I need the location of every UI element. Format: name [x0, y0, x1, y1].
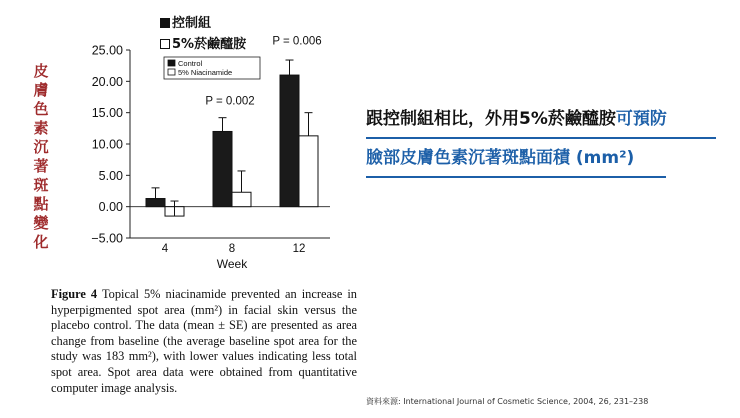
vertical-label-char: 斑: [33, 176, 49, 194]
bar-control: [280, 75, 299, 207]
headline-line2: 臉部皮膚色素沉著斑點面積 (mm²): [366, 143, 666, 178]
vertical-label-char: 素: [33, 119, 49, 137]
vertical-label-char: 色: [33, 100, 49, 118]
p-value-annotation: P = 0.006: [272, 35, 322, 48]
bar-control: [213, 131, 232, 206]
source-citation: 資料來源: International Journal of Cosmetic Science, 2004, 26, 231–238: [366, 397, 649, 406]
top-legend-control-label: 控制組: [172, 16, 212, 31]
headline-line1-a: 跟控制組相比，外用5%菸鹼醯胺: [366, 109, 616, 129]
x-tick-label: 8: [228, 243, 236, 255]
y-tick-label: −5.00: [91, 231, 123, 246]
bar-niacinamide: [299, 136, 318, 207]
headline: [366, 104, 726, 178]
headline-line1: [366, 104, 716, 139]
caption-text: Topical 5% niacinamide prevented an increase in hyperpigmented spot area (mm²) in facial skin versus the placebo control. The data (mean ± SE) are presented as area change from baseline (the average baseline spot area for the study was 183 mm²), with lower values indicating less total spot area. Spot area data were obtained from quantitative computer image analysis.: [51, 287, 357, 395]
inner-legend-swatch: [168, 60, 175, 66]
vertical-label-char: 點: [33, 195, 49, 213]
inner-legend-label: 5% Niacinamide: [178, 68, 233, 77]
top-legend-treatment-label: 5%菸鹼醯胺: [172, 37, 247, 52]
vertical-label-char: 著: [33, 157, 49, 175]
p-value-annotation: P = 0.002: [205, 95, 255, 108]
y-tick-label: 5.00: [98, 168, 123, 183]
vertical-label-char: 化: [33, 233, 49, 251]
inner-legend-swatch: [168, 69, 175, 75]
bar-control: [146, 199, 165, 207]
y-tick-label: 15.00: [91, 106, 123, 121]
caption-lead: Figure 4: [51, 287, 98, 301]
inner-legend-label: Control: [178, 59, 203, 68]
vertical-label-char: 膚: [33, 81, 49, 99]
x-tick-label: 12: [292, 243, 306, 255]
vertical-label-char: 變: [33, 214, 49, 232]
figure-caption: [51, 287, 357, 396]
x-tick-label: 4: [161, 243, 169, 255]
bar-niacinamide: [232, 192, 251, 206]
y-tick-label: 25.00: [91, 43, 123, 58]
vertical-label-char: 皮: [33, 62, 49, 80]
vertical-label-char: 沉: [33, 138, 49, 156]
headline-line1-b: 可預防: [615, 109, 667, 129]
y-tick-label: 0.00: [98, 200, 123, 215]
y-tick-label: 20.00: [91, 74, 123, 89]
x-axis-label: Week: [216, 257, 248, 271]
y-tick-label: 10.00: [91, 137, 123, 152]
